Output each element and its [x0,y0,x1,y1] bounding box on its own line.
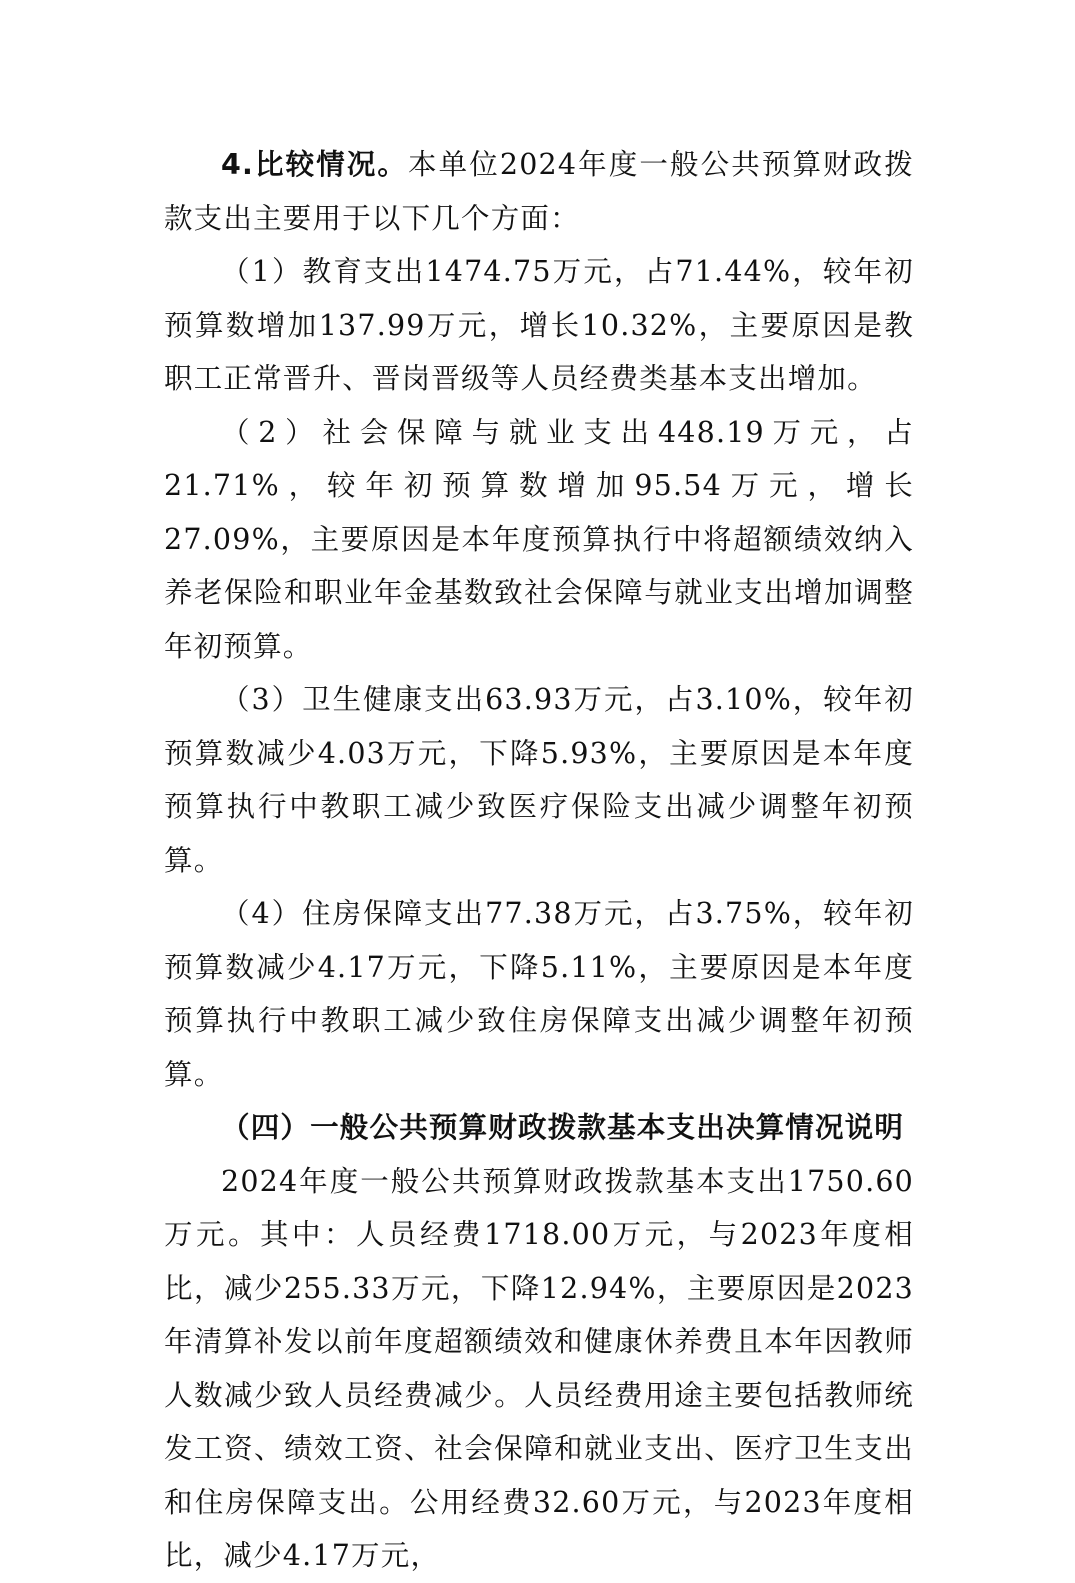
document-page [164,138,914,1583]
item-housing: （4）住房保障支出77.38万元，占3.75%，较年初预算数减少4.17万元，下降5.11%，主要原因是本年度预算执行中教职工减少致住房保障支出减少调整年初预算。 [164,897,914,1091]
basic-expenditure-paragraph: 2024年度一般公共预算财政拨款基本支出1750.60万元。其中：人员经费1718.00万元，与2023年度相比，减少255.33万元，下降12.94%，主要原因是2023年清算补发以前年度超额绩效和健康休养费且本年因教师人数减少致人员经费减少。人员经费用途主要包括教师统发工资、绩效工资、社会保障和就业支出、医疗卫生支出和住房保障支出。公用经费32.60万元，与2023年度相比，减少4.17万元， [164,1164,914,1572]
item-health: （3）卫生健康支出63.93万元，占3.10%，较年初预算数减少4.03万元，下降5.93%，主要原因是本年度预算执行中教职工减少致医疗保险支出减少调整年初预算。 [164,683,914,877]
section-intro-text: 本单位2024年度一般公共预算财政拨款支出主要用于以下几个方面： [164,148,914,235]
section-lead: 4.比较情况。 [221,148,409,181]
section-heading: （四）一般公共预算财政拨款基本支出决算情况说明 [221,1111,905,1144]
item-social-security: （2）社会保障与就业支出448.19万元，占21.71%，较年初预算数增加95.54万元，增长27.09%，主要原因是本年度预算执行中将超额绩效纳入养老保险和职业年金基数致社会保障与就业支出增加调整年初预算。 [164,415,914,663]
comparison-paragraph [164,138,914,245]
item-education: （1）教育支出1474.75万元，占71.44%，较年初预算数增加137.99万元，增长10.32%，主要原因是教职工正常晋升、晋岗晋级等人员经费类基本支出增加。 [164,255,914,395]
